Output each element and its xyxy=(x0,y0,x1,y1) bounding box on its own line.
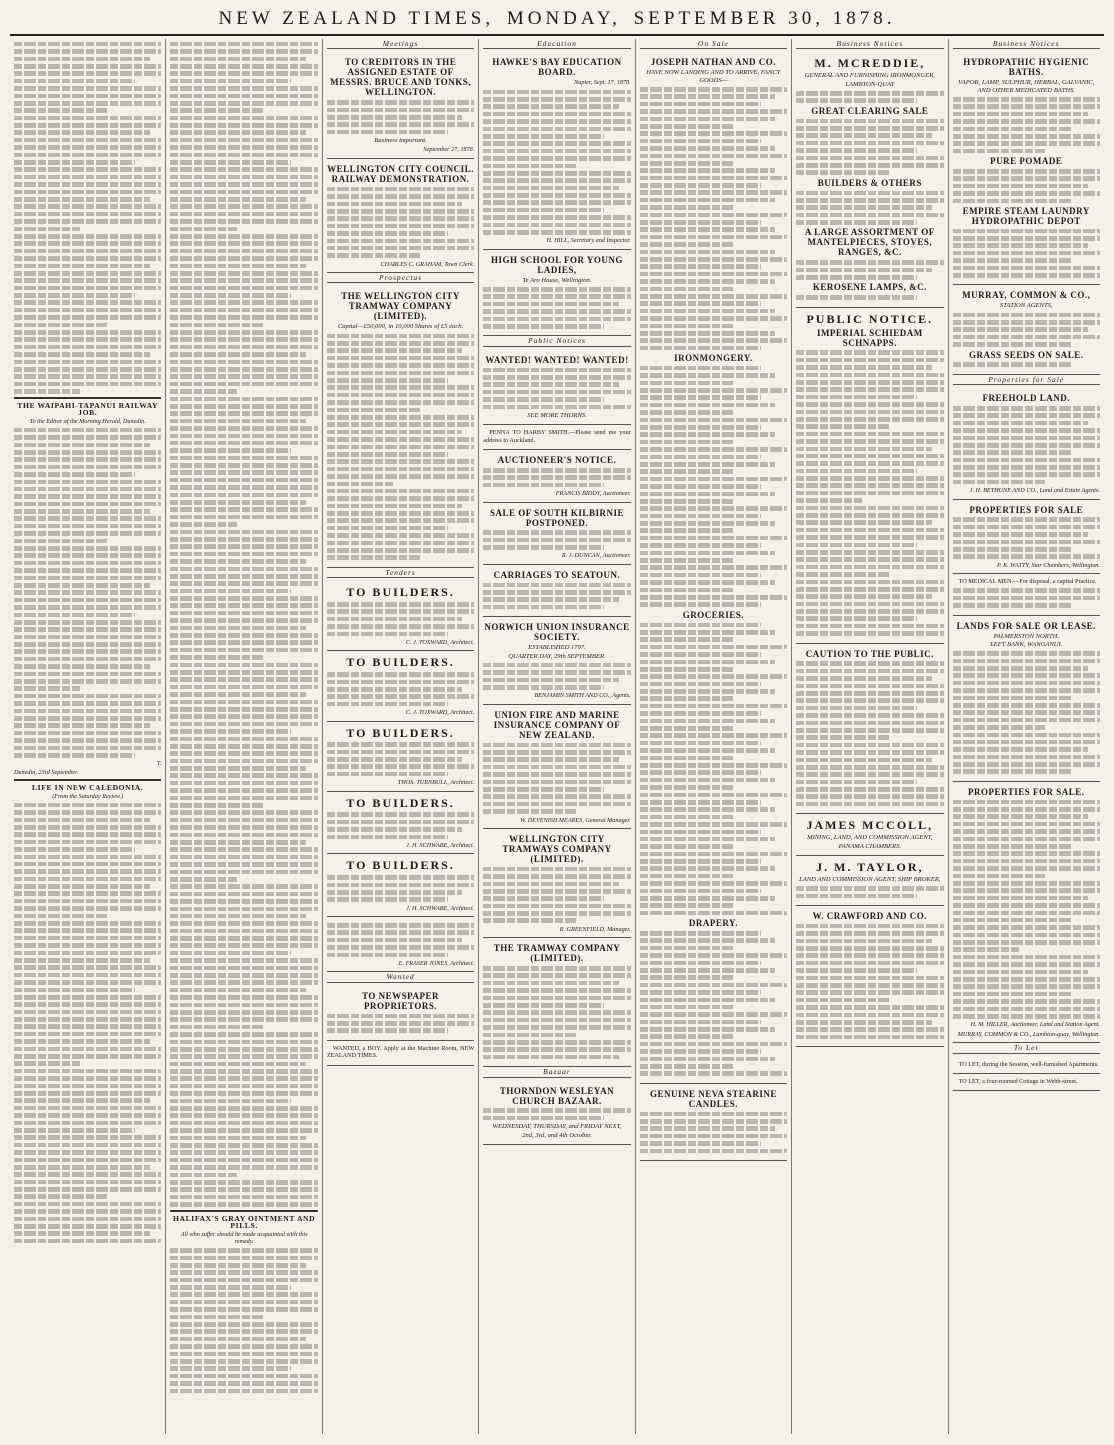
hiller-signature: H. M. HILLER, Auctioneer, Land and Station Agent. xyxy=(970,1021,1100,1029)
section-properties: Properties for Sale xyxy=(953,376,1100,385)
newspaper-title: TO NEWSPAPER PROPRIETORS. xyxy=(362,990,440,1011)
insurance-quarter: QUARTER DAY, 29th SEPTEMBER. xyxy=(508,652,606,660)
ad-joseph-nathan xyxy=(640,52,787,1083)
mcreddie-sub: GENERAL AND FURNISHING IRONMONGER, xyxy=(804,72,935,80)
groceries-heading: GROCERIES. xyxy=(682,609,745,620)
thorndon-dates: 2nd, 3rd, and 4th October. xyxy=(522,1131,592,1139)
tram-title: THE WELLINGTON CITY TRAMWAY COMPANY (LIMITED). xyxy=(341,291,460,322)
school-title: HIGH SCHOOL FOR YOUNG LADIES, xyxy=(491,254,623,275)
assortment: A LARGE ASSORTMENT OF MANTELPIECES, STOVES, RANGES, &C. xyxy=(804,227,935,258)
tramways-signature: R. GREENFIELD, Manager. xyxy=(559,925,631,933)
marine-title: UNION FIRE AND MARINE INSURANCE COMPANY OF NEW ZEALAND. xyxy=(493,709,621,740)
ad-properties-sale xyxy=(953,500,1100,575)
nathan-title: JOSEPH NATHAN AND CO. xyxy=(650,57,777,68)
ad-union-fire-marine xyxy=(483,705,630,829)
masthead-date: SEPTEMBER 30, 1878. xyxy=(633,8,896,29)
ad-norwich-union xyxy=(483,617,630,705)
column-4 xyxy=(479,39,635,1434)
council-title: WELLINGTON CITY COUNCIL. RAILWAY DEMONSTRATION. xyxy=(327,163,474,184)
ad-builders-5 xyxy=(327,854,474,917)
column-6 xyxy=(792,39,948,1434)
council-signature: CHARLES C. GRAHAM, Town Clerk. xyxy=(380,260,475,268)
sale2-title: PROPERTIES FOR SALE. xyxy=(968,786,1085,797)
ad-stearine-candles xyxy=(640,1084,787,1161)
column-5 xyxy=(636,39,792,1434)
ad-builders-4 xyxy=(327,792,474,855)
railway-to-editor: To the Editor of the Morning Herald, Dunedin. xyxy=(29,417,146,425)
board-title: HAWKE'S BAY EDUCATION BOARD. xyxy=(492,57,622,78)
builders-title-1: TO BUILDERS. xyxy=(346,585,455,600)
builders-others: BUILDERS & OTHERS xyxy=(817,177,922,188)
column-1 xyxy=(10,39,166,1434)
tram-capital: Capital—£50,000, in 10,000 Shares of £5 each. xyxy=(337,323,464,331)
insurance-title: NORWICH UNION INSURANCE SOCIETY. xyxy=(484,622,630,643)
creditors-date: September 27, 1878. xyxy=(423,145,475,153)
ironmongery-heading: IRONMONGERY. xyxy=(674,353,753,364)
section-business-notices: Business Notices xyxy=(796,40,943,49)
wanted-title: WANTED! WANTED! WANTED! xyxy=(485,354,629,365)
crawford-title: W. CRAWFORD AND CO. xyxy=(812,911,928,922)
auctioneer-signature: FRANCIS BIDDY, Auctioneer. xyxy=(555,490,631,498)
mccoll-place: PANAMA CHAMBERS. xyxy=(838,842,902,850)
insurance-signature: BENJAMIN SMITH AND CO., Agents. xyxy=(534,692,631,700)
mccoll-sub: MINING, LAND, AND COMMISSION AGENT, xyxy=(807,834,933,842)
ad-builders-6 xyxy=(327,917,474,972)
ad-city-tramways xyxy=(483,829,630,938)
ad-public-notice xyxy=(796,308,943,644)
wanted-boy-text: WANTED, a BOY. Apply at the Machine Room, NEW ZEALAND TIMES. xyxy=(326,1044,475,1060)
column-2 xyxy=(166,39,322,1434)
section-meetings: Meetings xyxy=(327,40,474,49)
let-text-1: TO LET, during the Session, well-furnished Apartments. xyxy=(958,1060,1099,1068)
freehold-signature: J. H. BETHUNE AND CO., Land and Estate Agents. xyxy=(969,487,1100,495)
mcreddie-title: M. MCREDDIE, xyxy=(814,56,926,71)
section-on-sale: On Sale xyxy=(640,40,787,49)
halifax-blurb: All who suffer should be made acquainted with this remedy. xyxy=(180,1230,308,1245)
ad-builders-2 xyxy=(327,651,474,721)
masthead xyxy=(10,8,1104,36)
article-title-caledonia: LIFE IN NEW CALEDONIA. xyxy=(14,779,161,791)
thorndon-days: WEDNESDAY, THURSDAY, and FRIDAY NEXT, xyxy=(492,1123,622,1131)
column-7 xyxy=(949,39,1104,1434)
taylor-title: J. M. TAYLOR, xyxy=(816,860,924,875)
railway-dateline: Dunedin, 23rd September. xyxy=(14,768,79,776)
ad-education-board xyxy=(483,52,630,249)
taylor-sub: LAND AND COMMISSION AGENT, SHIP BROKER, xyxy=(799,876,941,884)
article-continued xyxy=(14,42,161,394)
ad-properties-sale-2 xyxy=(953,782,1100,1043)
halifax-title: HALIFAX'S GRAY OINTMENT AND PILLS. xyxy=(170,1210,317,1230)
seatoun-title: CARRIAGES TO SEATOUN. xyxy=(493,569,621,580)
nathan-sub: HAVE NOW LANDING AND TO ARRIVE, FANCY GOODS— xyxy=(646,69,781,84)
board-signature: H. HILL, Secretary and Inspector. xyxy=(546,237,631,245)
notice-title: PUBLIC NOTICE. xyxy=(806,311,934,326)
masthead-day: MONDAY, xyxy=(506,8,621,29)
builders-signature-1: C. J. TOXWARD, Architect. xyxy=(405,638,475,646)
ad-lands xyxy=(953,616,1100,782)
ad-city-council xyxy=(327,159,474,273)
hydro-title: HYDROPATHIC HYGIENIC BATHS. xyxy=(963,57,1090,78)
creditors-note: Business important. xyxy=(374,137,427,145)
railway-letter-body xyxy=(14,428,161,758)
caledonia-body xyxy=(14,803,161,1244)
hydro-sub: VAPOR, LAMP, SULPHUR, HERBAL, GALVANIC, AND OTHER MEDICATED BATHS. xyxy=(958,79,1095,94)
railway-signature: T. xyxy=(156,760,162,768)
article-continued-2 xyxy=(170,42,317,1207)
murray-sub: STATION AGENTS, xyxy=(999,302,1053,310)
marine-signature: W. DEVENISH MEARES, General Manager. xyxy=(520,816,631,824)
murray-signature: MURRAY, COMMON & CO., Lambton-quay, Wellington. xyxy=(957,1030,1100,1038)
let-text-2: TO LET, a four-roomed Cottage in Webb-street. xyxy=(958,1077,1078,1085)
ad-crawford xyxy=(796,906,943,1047)
section-public-notices: Public Notices xyxy=(483,337,630,346)
school-place: Te Aro House, Wellington. xyxy=(522,276,592,284)
drapery-heading: DRAPERY. xyxy=(688,918,738,929)
section-wanted: Wanted xyxy=(327,973,474,982)
builders-title-4: TO BUILDERS. xyxy=(346,795,455,810)
auctioneer-title: AUCTIONEER'S NOTICE. xyxy=(497,455,617,466)
hydro-institution: EMPIRE STEAM LAUNDRY HYDROPATHIC DEPOT xyxy=(962,205,1090,226)
ad-wanted xyxy=(483,350,630,426)
ad-medical-men xyxy=(953,574,1100,615)
builders-title-2: TO BUILDERS. xyxy=(346,655,455,670)
murray-title: MURRAY, COMMON & CO., xyxy=(962,290,1091,301)
builders-signature-2: C. J. TOXWARD, Architect. xyxy=(405,709,475,717)
ad-wanted-boy xyxy=(327,1041,474,1066)
harby-text: PENNA TO HARBY SMITH.—Please send me your address to Auckland. xyxy=(483,429,631,444)
ad-caution xyxy=(796,644,943,815)
ad-taylor xyxy=(796,856,943,906)
ad-thorndon-bazaar xyxy=(483,1081,630,1145)
lands-palmerston: PALMERSTON NORTH. xyxy=(993,632,1059,640)
ad-harby-smith xyxy=(483,425,630,450)
lands-title: LANDS FOR SALE OR LEASE. xyxy=(956,620,1096,631)
ad-high-school xyxy=(483,250,630,337)
ad-builders-1 xyxy=(327,581,474,651)
kilbirnie-title: SALE OF SOUTH KILBIRNIE POSTPONED. xyxy=(490,507,624,528)
section-to-let: To Let xyxy=(953,1044,1100,1053)
insurance-established: ESTABLISHED 1797. xyxy=(528,644,586,652)
pomade-title: PURE POMADE xyxy=(990,156,1063,167)
article-title-railway: THE WAIPAHI-TAPANUI RAILWAY JOB. xyxy=(14,397,161,417)
wanted-link: SEE MORE THORNS. xyxy=(527,411,587,419)
builders-title-3: TO BUILDERS. xyxy=(346,725,455,740)
column-3 xyxy=(323,39,479,1434)
thorndon-title: THORNDON WESLEYAN CHURCH BAZAAR. xyxy=(499,1085,615,1106)
ad-to-let-2 xyxy=(953,1074,1100,1091)
columns xyxy=(10,39,1104,1434)
masthead-title: NEW ZEALAND TIMES, xyxy=(218,8,495,29)
tramways-title: WELLINGTON CITY TRAMWAYS COMPANY (LIMITED). xyxy=(502,833,612,864)
ad-tramway-prospectus xyxy=(327,286,474,567)
ad-newspaper-proprietors xyxy=(327,986,474,1041)
sale-title: PROPERTIES FOR SALE xyxy=(969,504,1084,515)
kerosene-lamps: KEROSENE LAMPS, &C. xyxy=(812,282,927,293)
board-date: Napier, Sept. 17, 1878. xyxy=(574,79,631,87)
caution-title: CAUTION TO THE PUBLIC. xyxy=(805,648,934,659)
ad-builders-3 xyxy=(327,722,474,792)
halifax-body xyxy=(170,1248,317,1393)
freehold-title: FREEHOLD LAND. xyxy=(982,393,1070,404)
ad-creditors xyxy=(327,52,474,159)
section-business-notices-2: Business Notices xyxy=(953,40,1100,49)
mccoll-title: JAMES MCCOLL, xyxy=(806,818,934,833)
ad-freehold xyxy=(953,388,1100,500)
mcreddie-place: LAMBTON-QUAY xyxy=(845,80,895,88)
ad-auctioneer xyxy=(483,450,630,502)
ad-to-let-1 xyxy=(953,1057,1100,1074)
lands-wanganui: LEFT BANK, WANGANUI. xyxy=(990,641,1063,648)
builders-title-5: TO BUILDERS. xyxy=(346,858,455,873)
caledonia-source: (From the Saturday Review.) xyxy=(52,792,124,800)
ad-seatoun xyxy=(483,565,630,617)
section-bazaar: Bazaar xyxy=(483,1068,630,1077)
builders-signature-4: J. H. SCHWABE, Architect. xyxy=(406,842,475,850)
builders-signature-5: J. H. SCHWABE, Architect. xyxy=(406,904,475,912)
stearine-title: GENUINE NEVA STEARINE CANDLES. xyxy=(649,1088,777,1109)
kilbirnie-signature: R. J. DUNCAN, Auctioneer. xyxy=(561,552,631,560)
ad-mcreddie xyxy=(796,52,943,307)
medical-text: TO MEDICAL MEN.—For disposal, a capital Practice. xyxy=(958,578,1097,586)
watty-signature: P. K. WATTY, Star Chambers, Wellington. xyxy=(997,561,1100,569)
tramway-title: THE TRAMWAY COMPANY (LIMITED). xyxy=(493,943,621,964)
ad-mccoll xyxy=(796,814,943,856)
ad-hydropathic xyxy=(953,52,1100,285)
ad-tramway-company xyxy=(483,938,630,1067)
builders-signature-6: E. FRASER JONES, Architect. xyxy=(398,959,475,967)
clearing-sale: GREAT CLEARING SALE xyxy=(811,105,929,116)
section-prospectus: Prospectus xyxy=(327,274,474,283)
schnapps-title: IMPERIAL SCHIEDAM SCHNAPPS. xyxy=(816,327,923,348)
ad-murray-common xyxy=(953,285,1100,374)
section-tenders: Tenders xyxy=(327,569,474,578)
builders-signature-3: THOS. TURNBULL, Architect. xyxy=(397,779,475,787)
section-education: Education xyxy=(483,40,630,49)
creditors-title: TO CREDITORS IN THE ASSIGNED ESTATE OF MESSRS. BRUCE AND TONKS, WELLINGTON. xyxy=(330,57,472,98)
ad-kilbirnie xyxy=(483,503,630,565)
grass-seeds: GRASS SEEDS ON SALE. xyxy=(968,349,1084,360)
